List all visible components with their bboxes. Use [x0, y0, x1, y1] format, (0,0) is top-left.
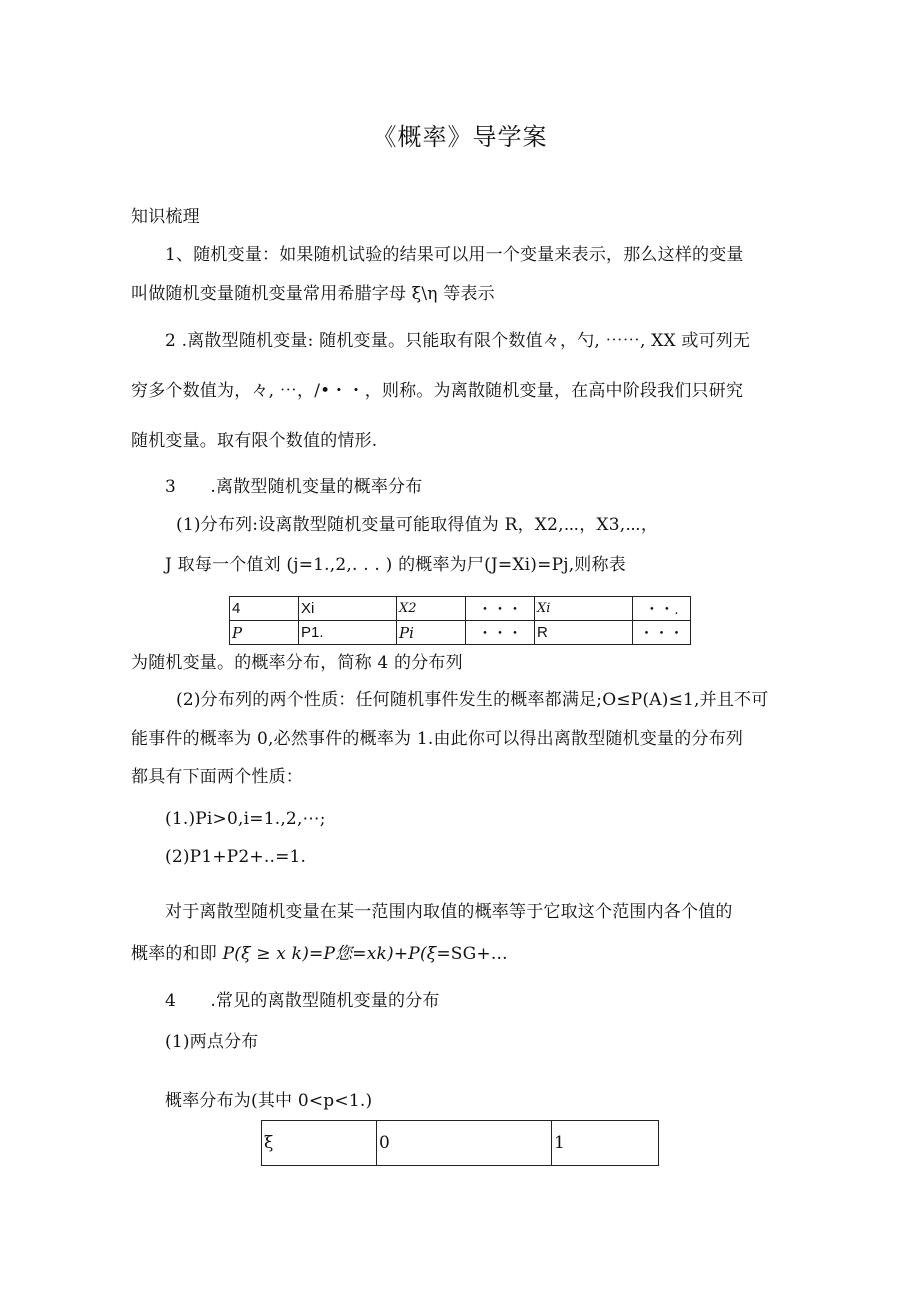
table-cell: ξ — [262, 1121, 377, 1166]
property-2: (2)P1+P2+..=1. — [165, 847, 307, 867]
distribution-definition-line-2: J 取每一个值刘 (j=1.,2,. . . ) 的概率为尸(J=Xi)=Pj,则称表 — [165, 555, 626, 575]
line-suffix: =SG+... — [436, 944, 508, 964]
table-cell: X2 — [397, 597, 466, 621]
properties-line-2: 能事件的概率为 0,必然事件的概率为 1.由此你可以得出离散型随机变量的分布列 — [131, 729, 744, 749]
table-cell: ・・・ — [466, 621, 535, 645]
properties-line-1: (2)分布列的两个性质：任何随机事件发生的概率都满足;O≤P(A)≤1,并且不可 — [176, 690, 769, 710]
table-cell: Xi — [535, 597, 633, 621]
properties-line-3: 都具有下面两个性质： — [131, 767, 303, 787]
section-heading: 知识梳理 — [131, 207, 200, 227]
table-cell: 0 — [377, 1121, 552, 1166]
paragraph-1-line-2: 叫做随机变量随机变量常用希腊字母 ξ\η 等表示 — [131, 284, 495, 304]
after-table-text: 为随机变量。的概率分布，简称 4 的分布列 — [131, 653, 463, 673]
distribution-table-row — [230, 597, 691, 621]
table-cell: R — [535, 621, 633, 645]
table-cell: 4 — [230, 597, 299, 621]
page-title: 《概率》导学案 — [372, 123, 548, 151]
range-probability-line-1: 对于离散型随机变量在某一范围内取值的概率等于它取这个范围内各个值的 — [165, 902, 733, 922]
probability-formula: P(ξ ≥ x k)=P您=xk)+P(ξ — [222, 944, 437, 964]
table-cell: ・・・ — [466, 597, 535, 621]
section-4-heading: 4 .常见的离散型随机变量的分布 — [165, 991, 440, 1011]
range-probability-line-2 — [131, 943, 508, 965]
two-point-heading: (1)两点分布 — [165, 1032, 259, 1052]
paragraph-2-line-3: 随机变量。取有限个数值的情形. — [131, 431, 378, 451]
table-cell: Xi — [299, 597, 397, 621]
table-cell: ・・. — [633, 597, 691, 621]
section-3-heading: 3 .离散型随机变量的概率分布 — [165, 477, 423, 497]
paragraph-1-line-1: 1、随机变量：如果随机试验的结果可以用一个变量来表示，那么这样的变量 — [165, 245, 744, 265]
table-cell: P1. — [299, 621, 397, 645]
property-1: (1.)Pi>0,i=1.,2,⋯; — [165, 809, 326, 829]
line-prefix: 概率的和即 — [131, 944, 217, 964]
table-cell: P — [230, 621, 299, 645]
two-point-table — [261, 1120, 659, 1166]
two-point-table-row — [262, 1121, 659, 1166]
table-cell: 1 — [552, 1121, 659, 1166]
table-cell: ・・・ — [633, 621, 691, 645]
distribution-table — [229, 596, 691, 645]
paragraph-2-line-1: 2 .离散型随机变量: 随机变量。只能取有限个数值々，勺, ⋯⋯, XX 或可列无 — [165, 331, 751, 351]
distribution-definition-line-1: (1)分布列:设离散型随机变量可能取得值为 R，X2,⋯，X3,⋯， — [176, 515, 659, 535]
two-point-distribution-text: 概率分布为(其中 0<p<1.) — [165, 1091, 373, 1111]
paragraph-2-line-2: 穷多个数值为，々, ⋯，/•・・，则称。为离散随机变量，在高中阶段我们只研究 — [131, 381, 744, 401]
distribution-table-row — [230, 621, 691, 645]
table-cell: Pi — [397, 621, 466, 645]
